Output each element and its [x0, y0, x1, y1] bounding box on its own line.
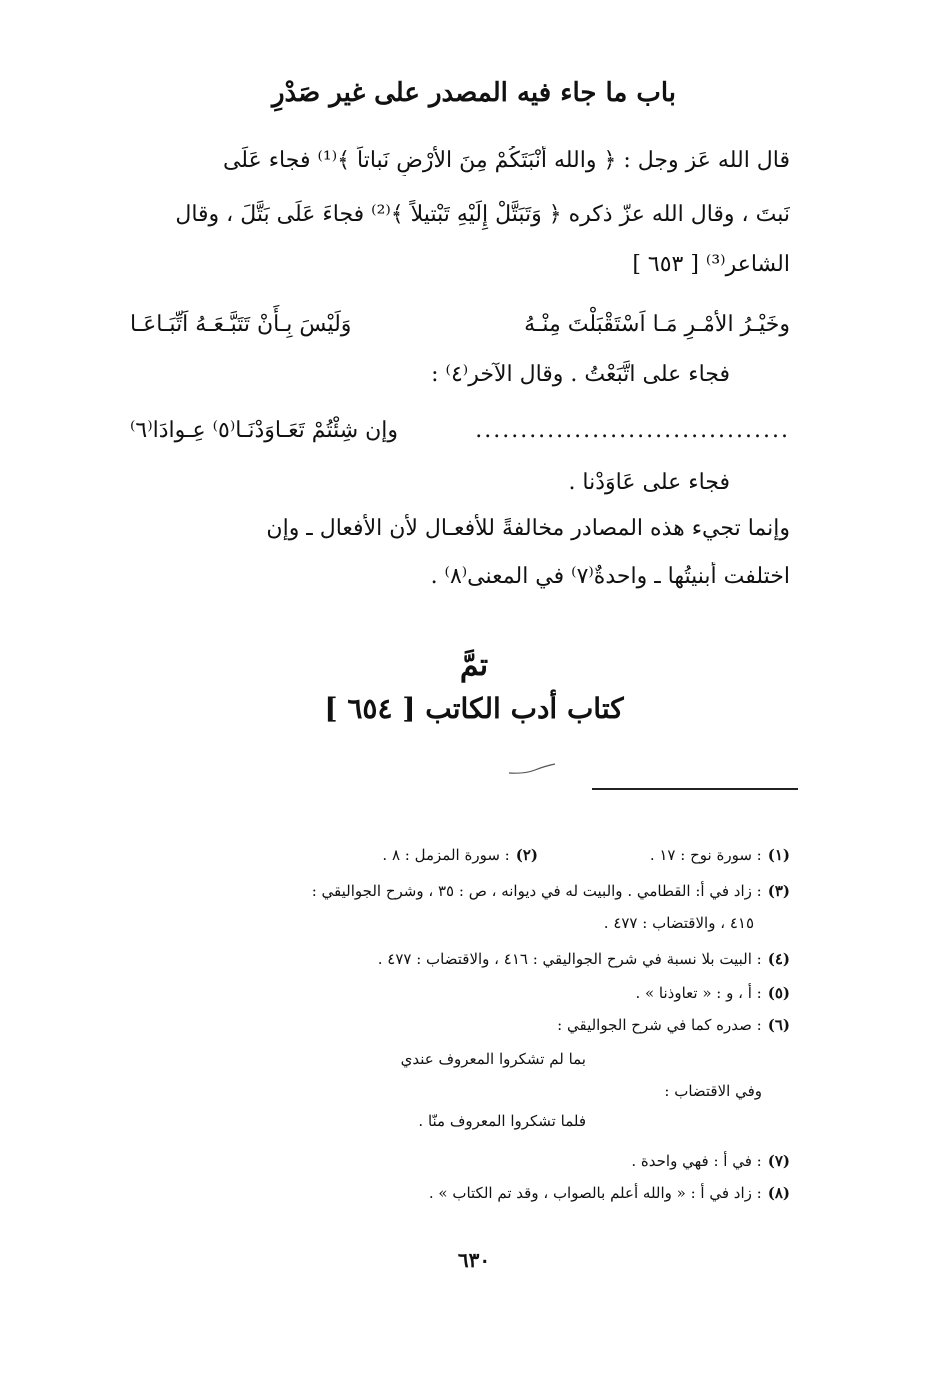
- footnote-6-verse-2: فلما تشكروا المعروف منّا .: [418, 1112, 586, 1130]
- footnote-2-text: : سورة المزمل : ٨ .: [382, 846, 510, 864]
- footnote-7: [631, 1152, 790, 1170]
- footnote-divider: [592, 788, 798, 790]
- footnote-6-number: (٦): [767, 1016, 790, 1034]
- verse-2-missing-hemistich: ...................................: [475, 418, 790, 443]
- footnote-2: [382, 846, 538, 864]
- footnote-1-text: : سورة نوح : ١٧ .: [649, 846, 762, 864]
- verse-1-second-hemistich: وَلَيْسَ بِـأَنْ تَتَبَّـعَـهُ اَتِّبَـاعَـا: [130, 312, 352, 337]
- footnote-5: [635, 984, 790, 1002]
- footnote-5-number: (٥): [767, 984, 790, 1002]
- footnote-7-text: : في أ : فهي واحدة .: [631, 1152, 762, 1170]
- footnote-1: [650, 846, 790, 864]
- body-line-1: قال الله عَز وجل : ﴿ والله أَنْبَتَكُمْ مِنَ الأَرْضِ نَباتاً ﴾⁽¹⁾ فجاء عَلَى: [222, 148, 790, 173]
- footnote-4: [378, 950, 790, 968]
- after-verse-1-line: فجاء على اتَّبَعْتُ . وقال الآخر⁽٤⁾ :: [431, 362, 730, 387]
- after-verse-2-line: فجاء على عَاوَدْنا .: [568, 470, 730, 495]
- chapter-title: باب ما جاء فيه المصدر على غير صَدْرِ: [271, 78, 677, 108]
- finis-book-title: كتاب أدب الكاتب [ ٦٥٤ ]: [324, 692, 624, 725]
- footnote-8-text: : زاد في أ : « والله أعلم بالصواب ، وقد تم الكتاب » .: [428, 1184, 762, 1202]
- footnote-6-text: : صدره كما في شرح الجواليقي :: [557, 1016, 762, 1034]
- footnote-6-mid: وفي الاقتضاب :: [664, 1082, 762, 1100]
- footnote-8-number: (٨): [767, 1184, 790, 1202]
- footnote-7-number: (٧): [767, 1152, 790, 1170]
- footnote-4-text: : البيت بلا نسبة في شرح الجواليقي : ٤١٦ ، والاقتضاب : ٤٧٧ .: [377, 950, 762, 968]
- body-line-3: الشاعر⁽³⁾ [ ٦٥٣ ]: [632, 252, 790, 277]
- footnote-4-number: (٤): [767, 950, 790, 968]
- closing-line-2: اختلفت أبنيتُها ـ واحدةٌ⁽٧⁾ في المعنى⁽٨⁾ .: [430, 564, 790, 589]
- body-line-2: نَبتَ ، وقال الله عزّ ذكره ﴿ وَتَبَتَّلْ إِلَيْهِ تَبْتيلاً ﴾⁽²⁾ فجاءَ عَلَى بَتَّلَ ، وقال: [175, 202, 790, 227]
- closing-line-1: وإنما تجيء هذه المصادر مخالفةً للأفعـال لأن الأفعال ـ وإن: [266, 516, 790, 541]
- footnote-6-verse-1: بما لم تشكروا المعروف عندي: [400, 1050, 586, 1068]
- footnote-2-number: (٢): [515, 846, 538, 864]
- verse-2-second-hemistich: وإن شِئْتُمْ تَعَـاوَدْنَـا⁽٥⁾ عِـوادَا⁽٦⁾: [130, 418, 399, 443]
- footnote-6: [557, 1016, 790, 1034]
- page-number: ٦٣٠: [457, 1248, 491, 1272]
- footnote-8: [429, 1184, 790, 1202]
- footnote-5-text: : أ ، و : « تعاوذنا » .: [635, 984, 762, 1002]
- footnote-3-text: : زاد في أ: القطامي . والبيت له في ديوانه ، ص : ٣٥ ، وشرح الجواليقي :: [311, 882, 762, 900]
- verse-1-first-hemistich: وخَيْـرُ الأمْـرِ مَـا اَسْتَقْبَلْتَ مِنْـهُ: [524, 312, 790, 337]
- footnote-3: [312, 882, 790, 900]
- footnote-1-number: (١): [767, 846, 790, 864]
- footnote-3-continuation: ٤١٥ ، والاقتضاب : ٤٧٧ .: [603, 914, 754, 932]
- pen-stroke-mark: [507, 762, 557, 776]
- footnote-3-number: (٣): [767, 882, 790, 900]
- finis-word: تمَّ: [459, 648, 489, 683]
